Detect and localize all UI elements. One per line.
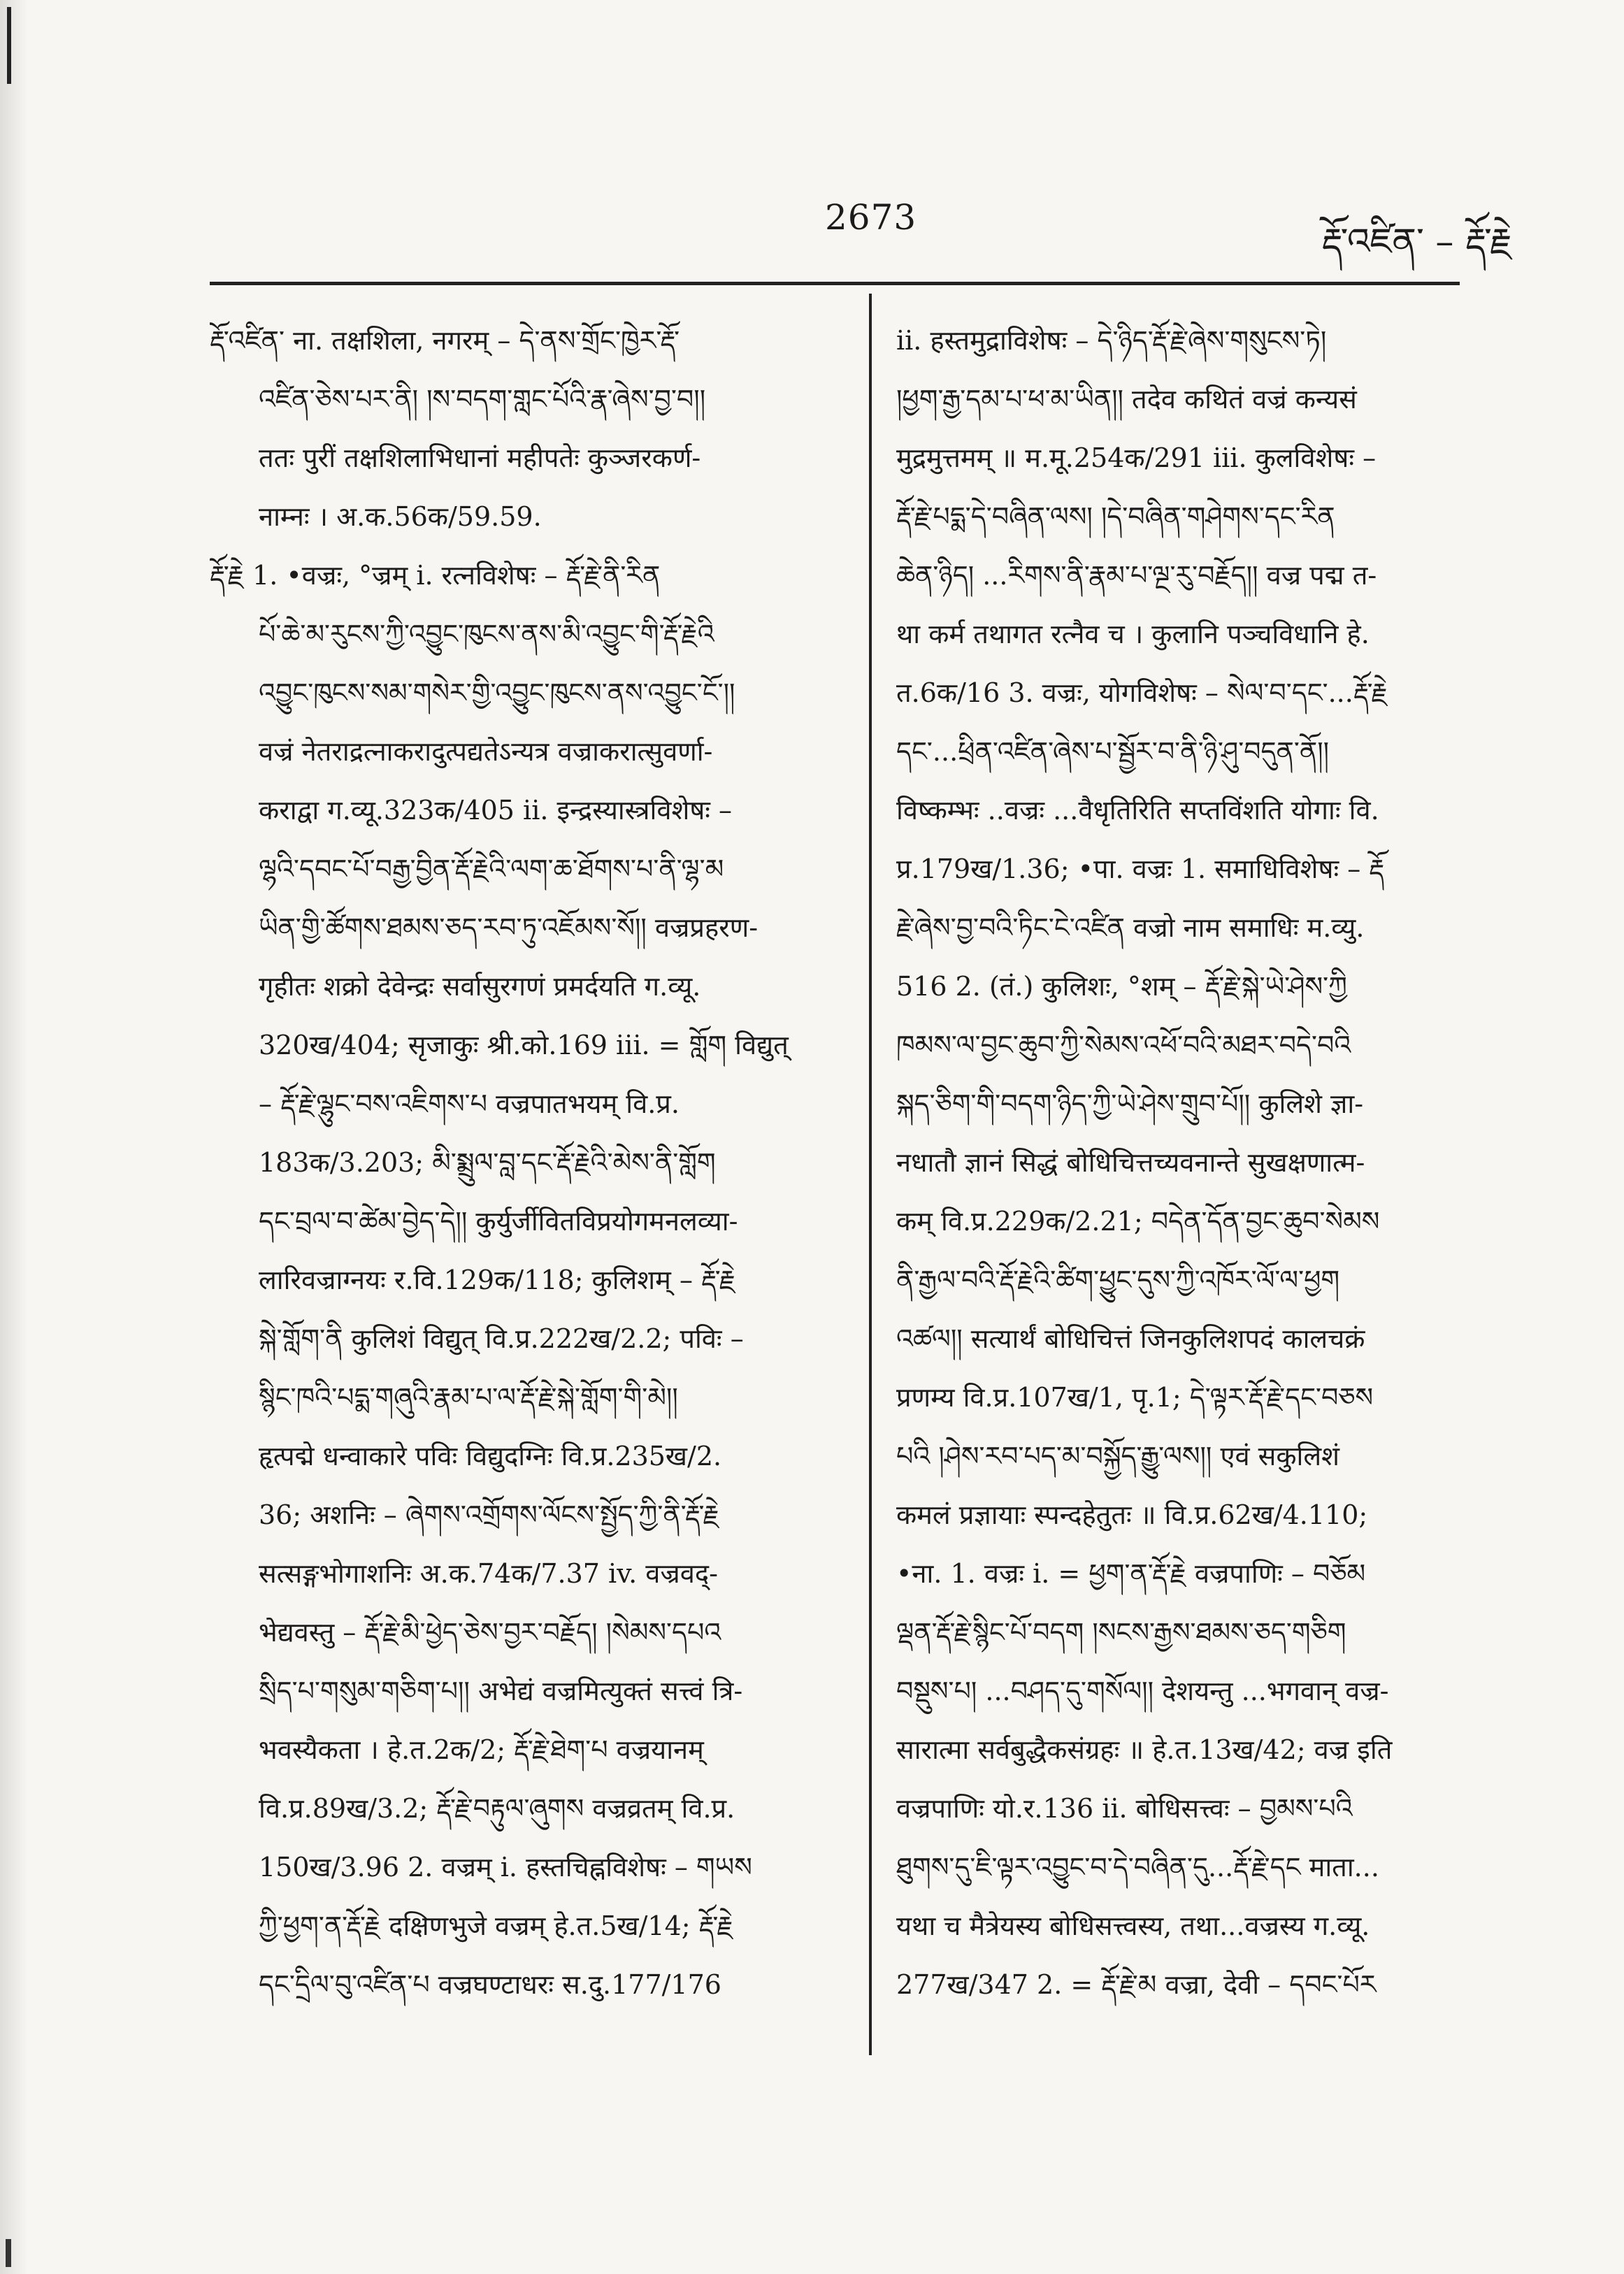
text-line: हृत्पद्मे धन्वाकारे पविः विद्युदग्निः वि.प्र.235ख/2. [259,1441,722,1471]
text-line: སྙིང་ཁའི་པདྨ་གཞུའི་རྣམ་པ་ལ་རྡོ་རྗེ་སྐེ་གློག་གི་མེ།། [259,1382,678,1413]
text-line: कराद्वा ग.व्यू.323क/405 ii. इन्द्रस्यास्त्रविशेषः – [259,795,733,826]
text-line: ལྡན་རྡོ་རྗེ་སྙིང་པོ་བདག །སངས་རྒྱས་ཐམས་ཅད་གཅིག [896,1617,1346,1648]
text-line: वज्रपाणिः यो.र.136 ii. बोधिसत्त्वः – བྱམས་པའི [896,1793,1353,1824]
left-column [210,311,849,2014]
text-line: རྗེ་ཞེས་བྱ་བའི་ཏིང་ངེ་འཛིན वज्रो नाम समाधिः म.व्यु. [896,912,1365,943]
text-line: དང་བྲལ་བ་ཚེམ་བྱེད་དེ།། कुर्युर्जीवितविप्रयोगमनलव्या- [259,1206,738,1237]
scan-edge-shadow [0,0,28,2274]
text-line: སྐེ་གློག་ནི कुलिशं विद्युत् वि.प्र.222ख/2.2; पविः – [259,1323,744,1354]
text-line: ནི་རྒྱལ་བའི་རྡོ་རྗེའི་ཚིག་ཕྱུང་དུས་ཀྱི་འཁོར་ལོ་ལ་ཕྱག [896,1265,1340,1295]
text-line: यथा च मैत्रेयस्य बोधिसत्त्वस्य, तथा...वज्रस्य ग.व्यू. [896,1910,1370,1941]
text-line: कम् वि.प्र.229क/2.21; བདེན་དོན་བྱང་ཆུབ་སེམས [896,1206,1380,1237]
text-line: नधातौ ज्ञानं सिद्धं बोधिचित्तच्यवनान्ते सुखक्षणात्म- [896,1147,1365,1178]
text-line: वि.प्र.89ख/3.2; རྡོ་རྗེ་བརྟུལ་ཞུགས वज्रव्रतम् वि.प्र. [259,1793,735,1824]
text-line: भेद्यवस्तु – རྡོ་རྗེ་མི་ཕྱེད་ཅེས་བྱར་བརྗོད། །སེམས་དཔའ [259,1617,721,1648]
text-line: རྡོ་རྗེ 1. •वज्रः, °ज्रम् i. रत्नविशेषः – རྡོ་རྗེ་ནི་རིན [210,560,661,591]
text-line: །ཕྱག་རྒྱ་དམ་པ་ཕ་མ་ཡིན།། तदेव कथितं वज्रं कन्यसं [896,384,1357,415]
text-line: དང་དྲིལ་བུ་འཛིན་པ वज्रघण्टाधरः स.दु.177/176 [259,1969,721,2000]
text-line: 183क/3.203; མི་སྨྲུལ་བླ་དང་རྡོ་རྗེའི་མེས་ནི་གློག [259,1147,716,1178]
text-line: कमलं प्रज्ञायाः स्पन्दहेतुतः ॥ वि.प्र.62ख/4.110; [896,1499,1368,1530]
text-line: པའི །ཤེས་རབ་པད་མ་བསྐྱོད་རྒྱུ་ལས།། एवं सकुलिशं [896,1441,1339,1471]
text-line: •ना. 1. वज्रः i. = ཕྱག་ན་རྡོ་རྗེ वज्रपाणिः – བཅོམ [896,1558,1366,1589]
text-line: प्र.179ख/1.36; •पा. वज्रः 1. समाधिविशेषः – རྡོ [896,854,1385,884]
text-line: 320ख/404; सृजाकुः श्री.को.169 iii. = གློག विद्युत् [259,1030,789,1060]
page-number: 2673 [825,197,917,238]
text-line: འཛིན་ཅེས་པར་ནི། །ས་བདག་གླང་པོའི་རྣ་ཞེས་བྱ་བ།། [259,384,706,415]
text-line: विष्कम्भः ..वज्रः ...वैधृतिरिति सप्तविंशति योगाः वि. [896,795,1379,826]
text-line: སྐད་ཅིག་གི་བདག་ཉིད་ཀྱི་ཡེ་ཤེས་གྲུབ་པོ།། कुलिशे ज्ञा- [896,1088,1364,1119]
text-line: त.6क/16 3. वज्रः, योगविशेषः – སེལ་བ་དང་...རྡོ་རྗེ [896,677,1388,708]
text-line: པོ་ཆེ་མ་རུངས་ཀྱི་འབྱུང་ཁུངས་ནས་མི་འབྱུང་གི་རྡོ་རྗེའི [259,619,714,649]
text-line: मुद्रमुत्तमम् ॥ म.मू.254क/291 iii. कुलविशेषः – [896,442,1377,473]
scan-corner-mark [7,7,31,84]
text-line: लारिवज्राग्नयः र.वि.129क/118; कुलिशम् – རྡོ་རྗེ [259,1265,736,1295]
text-line: འཚལ།། सत्यार्थं बोधिचित्तं जिनकुलिशपदं कालचक्रं [896,1323,1365,1354]
text-line: वज्रं नेतराद्रत्नाकरादुत्पद्यतेऽन्यत्र वज्राकरात्सुवर्णा- [259,736,713,767]
text-line: ལྷའི་དབང་པོ་བརྒྱ་བྱིན་རྡོ་རྗེའི་ལག་ཆ་ཐོགས་པ་ནི་ལྷ་མ [259,854,724,884]
text-line: 277ख/347 2. = རྡོ་རྗེ་མ वज्रा, देवी – དབང་པོར [896,1969,1377,2000]
text-line: सत्सङ्गभोगाशनिः अ.क.74क/7.37 iv. वज्रवद्- [259,1558,718,1589]
scan-bottom-mark [6,2239,11,2267]
column-divider [869,294,872,2055]
text-line: – རྡོ་རྗེ་ལྷུང་བས་འཇིགས་པ वज्रपातभयम् वि.प्र. [259,1088,680,1119]
text-line: गृहीतः शक्रो देवेन्द्रः सर्वासुरगणं प्रमर्दयति ग.व्यू. [259,971,701,1002]
right-column [896,311,1511,2014]
text-line: ततः पुरीं तक्षशिलाभिधानां महीपतेः कुञ्जरकर्ण- [259,442,701,473]
text-line: भवस्यैकता । हे.त.2क/2; རྡོ་རྗེ་ཐེག་པ वज्रयानम् [259,1734,704,1765]
text-line: सारात्मा सर्वबुद्धैकसंग्रहः ॥ हे.त.13ख/42; वज्र इति [896,1734,1393,1765]
text-line: नाम्नः । अ.क.56क/59.59. [259,501,542,532]
text-line: था कर्म तथागत रत्नैव च । कुलानि पञ्चविधानि हे. [896,619,1370,649]
text-line: 36; अशनिः – ཞེགས་འགྲོགས་ལོངས་སྤྱོད་ཀྱི་ནི་རྡོ་རྗེ [259,1499,719,1530]
text-line: ཁམས་ལ་བྱང་ཆུབ་ཀྱི་སེམས་འཕོ་བའི་མཐར་བདེ་བའི [896,1030,1351,1060]
text-line: རྡོ་འཛིན་ ना. तक्षशिला, नगरम् – དེ་ནས་གྲོང་ཁྱེར་རྡོ་ [210,325,680,356]
header-rule [210,282,1460,285]
text-line: ཡིན་གྱི་ཚོགས་ཐམས་ཅད་རབ་ཏུ་འཇོམས་སོ།། वज्रप्रहरण- [259,912,759,943]
text-line: ཐུགས་དུ་ཇི་ལྟར་འབྱུང་བ་དེ་བཞིན་དུ...རྡོ་རྗེ་དང माता... [896,1852,1379,1883]
text-line: 150ख/3.96 2. वज्रम् i. हस्तचिह्नविशेषः – གཡས [259,1852,752,1883]
text-line: ii. हस्तमुद्राविशेषः – དེ་ཉིད་རྡོ་རྗེ་ཞེས་གསུངས་ཏེ། [896,325,1327,356]
text-line: प्रणम्य वि.प्र.107ख/1, पृ.1; དེ་ལྟར་རྡོ་རྗེ་དང་བཅས [896,1382,1374,1413]
text-line: བསྡུས་པ། ...བཤད་དུ་གསོལ།། देशयन्तु ...भगवान् वज्र- [896,1676,1389,1706]
text-line: འབྱུང་ཁུངས་སམ་གསེར་གྱི་འབྱུང་ཁུངས་ནས་འབྱུང་ངོ་།། [259,677,735,708]
text-line: སྲིད་པ་གསུམ་གཅིག་པ།། अभेद्यं वज्रमित्युक्तं सत्त्वं त्रि- [259,1676,743,1706]
text-line: 516 2. (तं.) कुलिशः, °शम् – རྡོ་རྗེ་སྐེ་ཡེ་ཤེས་ཀྱི [896,971,1347,1002]
text-line: ཀྱི་ཕྱག་ན་རྡོ་རྗེ दक्षिणभुजे वज्रम् हे.त.5ख/14; རྡོ་རྗེ [259,1910,733,1941]
text-line: ཆེན་ཉིད། ...རིགས་ནི་རྣམ་པ་ལྔ་རུ་བརྗོད།། वज्र पद्म त- [896,560,1377,591]
text-line: དང་...ཕྲིན་འཛིན་ཞེས་པ་སྦྱོར་བ་ནི་ཉི་ཤུ་བདུན་ནོ།། [896,736,1330,767]
running-head: རྡོ་འཛིན་ – རྡོ་རྗེ [1321,221,1512,263]
text-line: རྡོ་རྗེ་པདྨ་དེ་བཞིན་ལས། །དེ་བཞིན་གཤེགས་དང་རིན [896,501,1335,532]
